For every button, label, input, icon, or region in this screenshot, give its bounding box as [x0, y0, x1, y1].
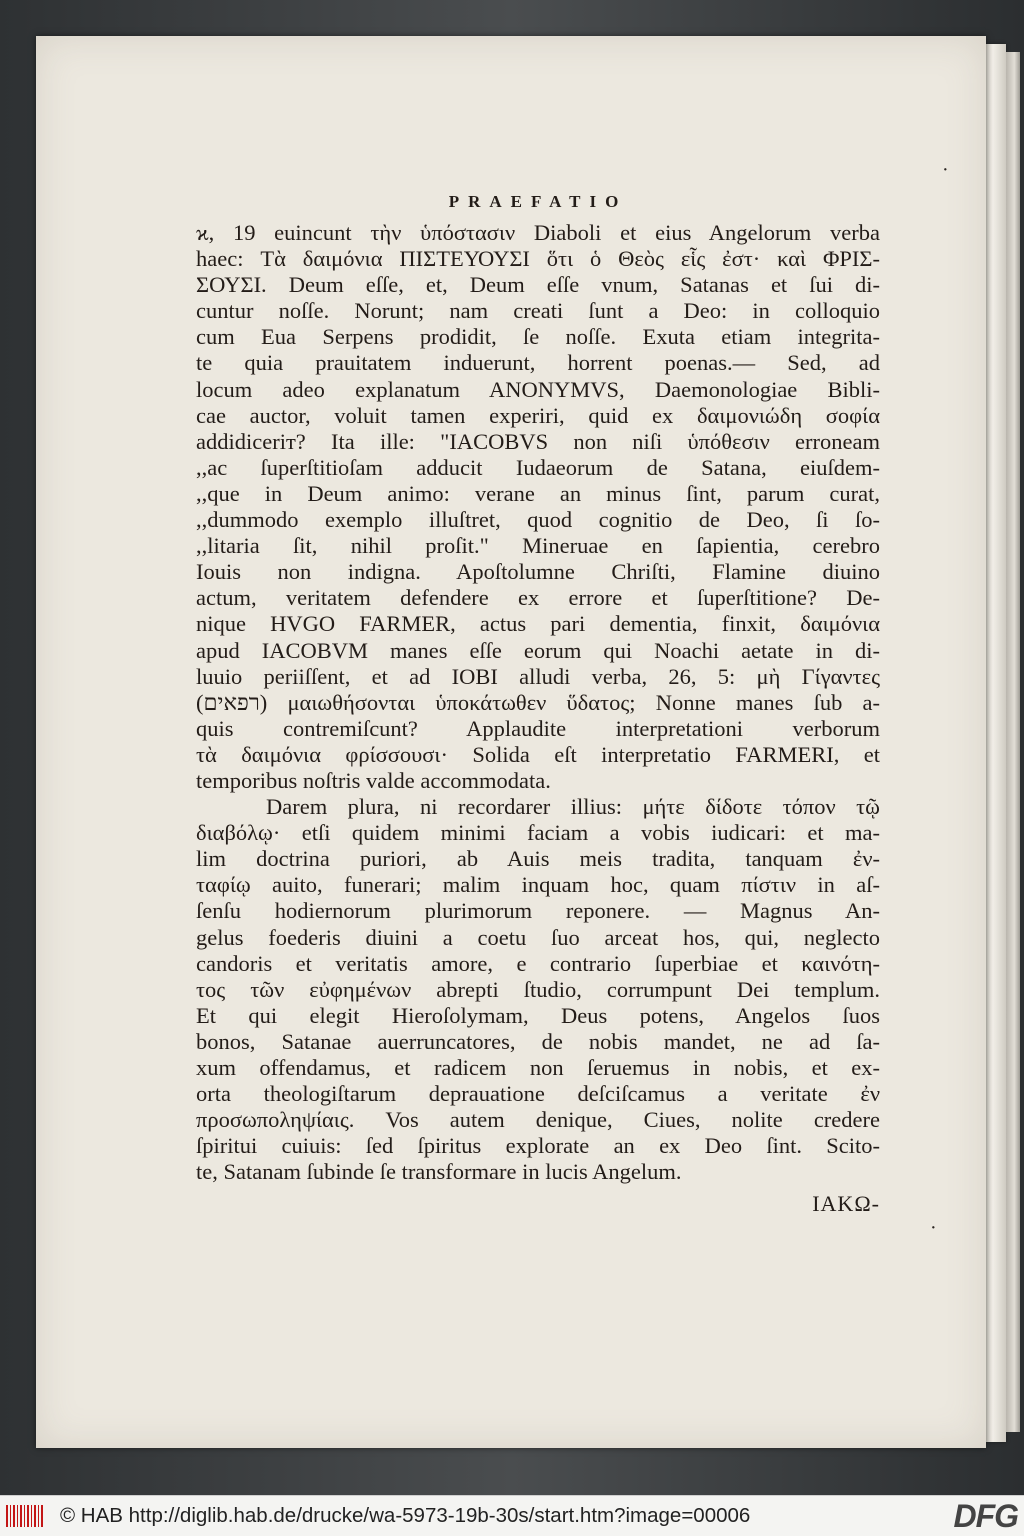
text-line: ΣΟΥΣΙ. Deum eſſe, et, Deum eſſe vnum, Satanas et ſui di-: [196, 272, 880, 298]
text-line: haec: Τὰ δαιμόνια ΠΙΣΤΕΥΟΥΣΙ ὅτι ὁ Θεὸς εἷς ἐστ· καὶ ΦΡΙΣ-: [196, 246, 880, 272]
page-edge-back: [1006, 52, 1020, 1432]
margin-mark: ·: [942, 159, 949, 181]
text-line: ,,que in Deum animo: verane an minus ſint, parum curat,: [196, 480, 880, 506]
text-line: te, Satanam ſubinde ſe transformare in lucis Angelum.: [196, 1159, 682, 1185]
text-line: Iouis non indigna. Apoſtolumne Chriſti, Flamine diuino: [196, 559, 880, 585]
text-line: te quia prauitatem induerunt, horrent poenas.— Sed, ad: [196, 350, 880, 376]
text-lines: [196, 220, 880, 1185]
text-line: ſenſu hodiernorum plurimorum reponere. — Magnus An-: [196, 898, 880, 924]
text-line: cae auctor, voluit tamen experiri, quid ex δαιμονιώδη σοφία: [196, 402, 880, 428]
text-line: Darem plura, ni recordarer illius: μήτε δίδοτε τόπον τῷ: [266, 794, 880, 820]
text-line: ,,dummodo exemplo illuſtret, quod cognitio de Deo, ſi ſo-: [196, 507, 880, 533]
text-line: (רפאים) μαιωθήσονται ὑποκάτωθεν ὕδατος; Nonne manes ſub a-: [196, 689, 880, 715]
text-line: bonos, Satanae auerruncatores, de nobis mandet, ne ad ſa-: [196, 1028, 880, 1054]
copyright-link[interactable]: © HAB http://diglib.hab.de/drucke/wa-5973-19b-30s/start.htm?image=00006: [60, 1504, 751, 1527]
text-line: gelus foederis diuini a coetu ſuo arceat hos, qui, neglecto: [196, 924, 880, 950]
text-line: cuntur noſſe. Norunt; nam creati ſunt a Deo: in colloquio: [196, 298, 880, 324]
page-text-block: [196, 190, 880, 1219]
text-line: τὰ δαιμόνια φρίσσουσι· Solida eſt interpretatio FARMERI, et: [196, 741, 880, 767]
text-line: ſpiritui cuiuis: ſed ſpiritus explorate an ex Deo ſint. Scito-: [196, 1133, 880, 1159]
text-line: ϰ, 19 euincunt τὴν ὑπόστασιν Diaboli et eius Angelorum verba: [196, 220, 880, 245]
text-line: ,,ac ſuperſtitioſam adducit Iudaeorum de Satana, eiuſdem-: [196, 454, 880, 480]
text-line: Et qui elegit Hieroſolymam, Deus potens, Angelos ſuos: [196, 1002, 880, 1028]
text-line: temporibus noſtris valde accommodata.: [196, 767, 551, 793]
text-line: addidiceriт? Ita ille: "IACOBVS non niſi ὑπόθεσιν erroneam: [196, 428, 880, 454]
barcode-icon: [6, 1505, 44, 1527]
text-line: luuio periiſſent, et ad IOBI alludi verba, 26, 5: μὴ Γίγαντες: [196, 663, 880, 689]
text-line: τος τῶν εὐφημένων abrepti ſtudio, corrumpunt Dei templum.: [196, 976, 880, 1002]
text-line: locum adeo explanatum ANONYMVS, Daemonologiae Bibli-: [196, 376, 880, 402]
page-edge: [986, 44, 1006, 1442]
text-line: xum offendamus, et radicem non ſeruemus in nobis, et ex-: [196, 1055, 880, 1080]
text-line: actum, veritatem defendere ex errore et ſuperſtitione? De-: [196, 585, 880, 611]
dfg-logo: DFG: [953, 1498, 1018, 1534]
text-line: cum Eua Serpens prodidit, ſe noſſe. Exuta etiam integrita-: [196, 324, 880, 350]
catchword: IAKΩ-: [812, 1191, 880, 1217]
text-line: ,,litaria ſit, nihil proſit." Mineruae en ſapientia, cerebro: [196, 533, 880, 559]
text-line: orta theologiſtarum deprauatione deſciſcamus a veritate ἐν: [196, 1081, 880, 1107]
text-line: ταφίῳ auito, funerari; malim inquam hoc, quam πίστιν in aſ-: [196, 872, 880, 898]
text-line: προσωποληψίαις. Vos autem denique, Ciues, nolite credere: [196, 1107, 880, 1133]
text-line: διαβόλῳ· etſi quidem minimi faciam a vobis iudicari: et ma-: [196, 820, 880, 846]
text-line: apud IACOBVM manes eſſe eorum qui Noachi aetate in di-: [196, 637, 880, 663]
viewer-footer: [0, 1495, 1024, 1536]
running-head: PRAEFATIO: [448, 192, 628, 211]
margin-mark: ·: [930, 1217, 937, 1239]
text-line: nique HVGO FARMER, actus pari dementia, finxit, δαιμόνια: [196, 611, 880, 637]
text-line: candoris et veritatis amore, e contrario ſuperbiae et καινότη-: [196, 950, 880, 976]
text-line: lim doctrina puriori, ab Auis meis tradita, tanquam ἐν-: [196, 846, 880, 872]
text-line: quis contremiſcunt? Applaudite interpretationi verborum: [196, 715, 880, 741]
